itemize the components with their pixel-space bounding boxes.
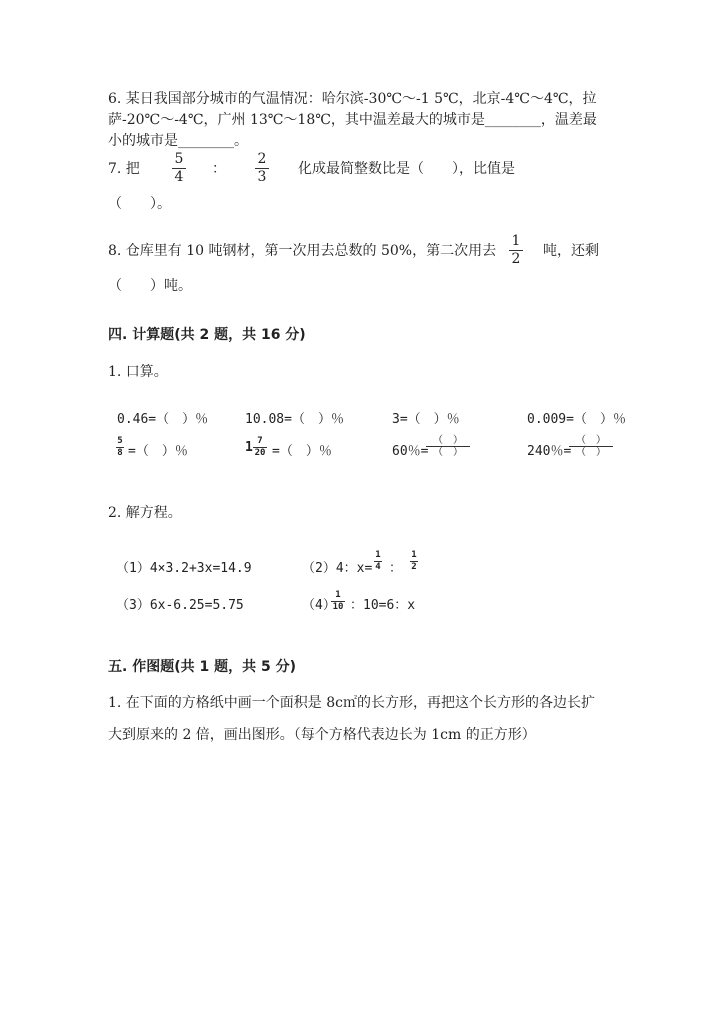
q5-1-line2: 大到原来的 2 倍，画出图形。（每个方格代表边长为 1cm 的正方形） [108, 727, 536, 743]
q7-fraction-1: 5 4 [172, 152, 186, 185]
q6-line2: 萨-20℃～-4℃，广州 13℃～18℃，其中温差最大的城市是________，温差最 [108, 112, 597, 128]
equation-4-prefix: （4） [302, 598, 336, 613]
oral-calc-6-fraction: 7 20 [254, 436, 266, 458]
q8-prefix: 8. 仓库里有 10 吨钢材，第一次用去总数的 50%，第二次用去 [108, 243, 497, 259]
oral-calc-4: 0.009=（ ）％ [527, 412, 626, 427]
oral-calc-8-prefix: 240％= [527, 444, 572, 459]
q7-prefix: 7. 把 [108, 161, 140, 177]
q7-suffix: 化成最简整数比是（ ），比值是 [298, 161, 515, 177]
q6-line3: 小的城市是________。 [108, 133, 248, 149]
oral-calc-1: 0.46=（ ）％ [117, 412, 209, 427]
oral-calc-5-fraction: 5 8 [117, 436, 123, 458]
q8-suffix: 吨，还剩 [543, 243, 599, 259]
oral-calc-7-prefix: 60％= [392, 444, 429, 459]
q8-fraction: 1 2 [509, 234, 523, 267]
equation-2-fraction-2: 1 2 [411, 550, 417, 572]
oral-calc-7-fraction: （ ） （ ） [426, 435, 470, 458]
oral-calc-5-rest: =（ ）％ [128, 444, 188, 459]
equation-2-colon: ： [389, 561, 403, 576]
equation-3: （3）6x-6.25=5.75 [116, 598, 244, 613]
equation-1: （1）4×3.2+3x=14.9 [116, 561, 252, 576]
q7-colon: ： [212, 161, 226, 177]
q4-1-label: 1. 口算。 [108, 364, 168, 380]
oral-calc-6-whole: 1 [245, 440, 253, 455]
equation-2-fraction-1: 1 4 [375, 550, 381, 572]
q7-fraction-2: 2 3 [255, 152, 269, 185]
equation-2-prefix: （2）4：x= [302, 561, 373, 576]
q5-1-line1: 1. 在下面的方格纸中画一个面积是 8c㎡的长方形，再把这个长方形的各边长扩 [108, 695, 596, 711]
section-5-title: 五. 作图题(共 1 题，共 5 分) [108, 659, 296, 675]
q7-line2: （ ）。 [108, 196, 171, 212]
oral-calc-6-rest: =（ ）％ [272, 444, 332, 459]
q8-line2: （ ）吨。 [108, 278, 192, 294]
q6-line1: 6. 某日我国部分城市的气温情况：哈尔滨-30℃～-1 5℃，北京-4℃～4℃，拉 [108, 91, 597, 107]
equation-4-fraction: 1 10 [332, 590, 344, 612]
equation-4-rest: ：10=6：x [350, 598, 416, 613]
oral-calc-2: 10.08=（ ）％ [245, 412, 344, 427]
oral-calc-3: 3=（ ）％ [392, 412, 460, 427]
oral-calc-8-fraction: （ ） （ ） [569, 435, 613, 458]
q4-2-label: 2. 解方程。 [108, 505, 182, 521]
section-4-title: 四. 计算题(共 2 题，共 16 分) [108, 327, 306, 343]
